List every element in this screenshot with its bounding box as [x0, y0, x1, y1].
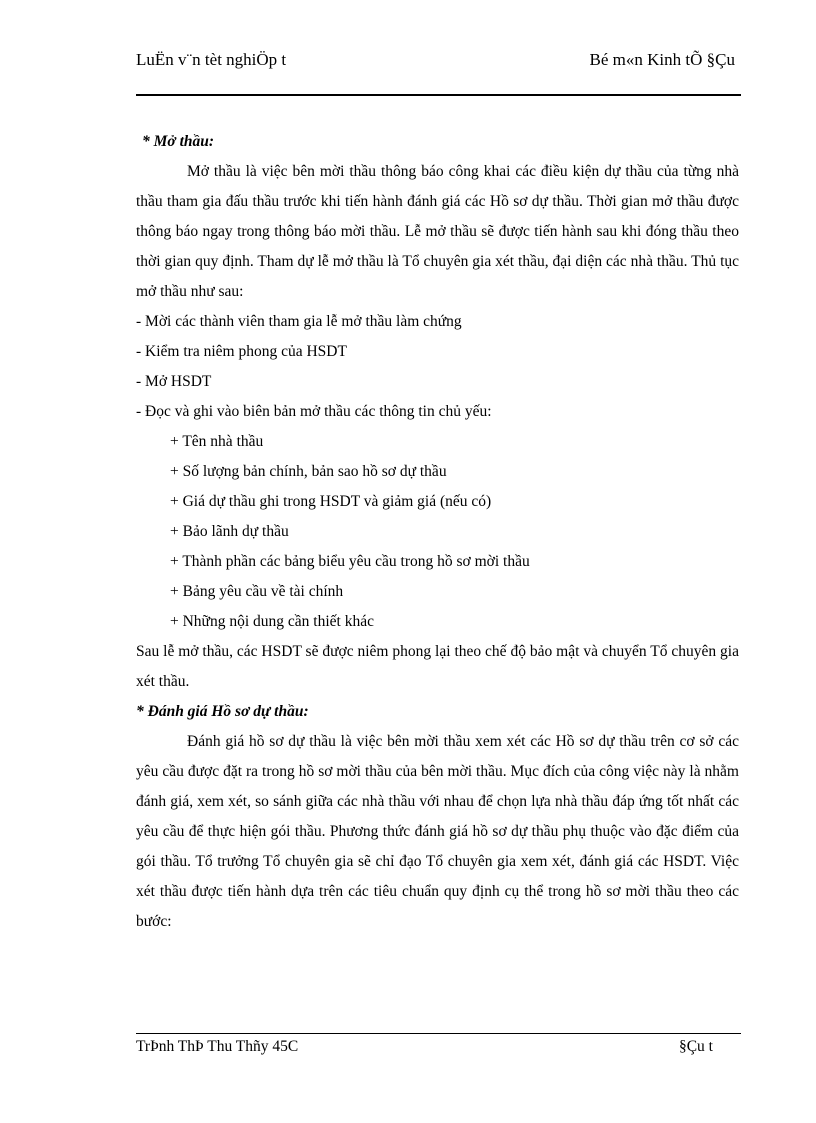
- header-right-text: Bé m«n Kinh tÕ §Çu: [589, 50, 735, 69]
- paragraph-mo-thau: Mở thầu là việc bên mời thầu thông báo công khai các điều kiện dự thầu của từng nhà thầu tham gia đấu thầu trước khi tiến hành đánh giá các Hồ sơ dự thầu. Thời gian mở thầu được thông báo ngay trong thông báo mời thầu. Lễ mở thầu sẽ được tiến hành sau khi đóng thầu theo thời gian quy định. Tham dự lễ mở thầu là Tổ chuyên gia xét thầu, đại diện các nhà thầu. Thủ tục mở thầu như sau:: [136, 163, 739, 300]
- document-body: [136, 127, 739, 937]
- step-item: - Kiểm tra niêm phong của HSDT: [136, 343, 347, 360]
- page-header: [136, 50, 741, 96]
- sub-item: + Giá dự thầu ghi trong HSDT và giảm giá (nếu có): [170, 493, 492, 510]
- page-footer: [136, 1033, 741, 1055]
- section-heading-mo-thau: * Mở thầu:: [142, 133, 215, 150]
- step-item: - Đọc và ghi vào biên bản mở thầu các thông tin chủ yếu:: [136, 403, 492, 420]
- footer-right-text: §Çu t: [678, 1038, 713, 1055]
- header-left-text: LuËn v¨n tèt nghiÖp t: [136, 50, 287, 69]
- step-item: - Mở HSDT: [136, 373, 212, 390]
- section-heading-danh-gia: * Đánh giá Hồ sơ dự thầu:: [136, 703, 309, 720]
- sub-item: + Thành phần các bảng biểu yêu cầu trong hồ sơ mời thầu: [170, 553, 530, 570]
- sub-item: + Những nội dung cần thiết khác: [170, 613, 374, 630]
- step-item: - Mời các thành viên tham gia lễ mở thầu làm chứng: [136, 313, 462, 330]
- sub-item: + Tên nhà thầu: [170, 433, 264, 450]
- sub-item: + Số lượng bản chính, bản sao hồ sơ dự thầu: [170, 463, 447, 480]
- footer-left-text: TrÞnh ThÞ Thu Thñy 45C: [136, 1038, 299, 1055]
- sub-item: + Bảng yêu cầu về tài chính: [170, 583, 344, 600]
- sub-item: + Bảo lãnh dự thầu: [170, 523, 289, 540]
- paragraph-danh-gia: Đánh giá hồ sơ dự thầu là việc bên mời thầu xem xét các Hồ sơ dự thầu trên cơ sở các yêu cầu được đặt ra trong hồ sơ mời thầu của bên mời thầu. Mục đích của công việc này là nhằm đánh giá, xem xét, so sánh giữa các nhà thầu với nhau để chọn lựa nhà thầu đáp ứng tốt nhất các yêu cầu để thực hiện gói thầu. Phương thức đánh giá hồ sơ dự thầu phụ thuộc vào đặc điểm của gói thầu. Tổ trưởng Tổ chuyên gia sẽ chỉ đạo Tổ chuyên gia xem xét, đánh giá các HSDT. Việc xét thầu được tiến hành dựa trên các tiêu chuẩn quy định cụ thể trong hồ sơ mời thầu theo các bước:: [136, 733, 739, 930]
- closing-paragraph: Sau lễ mở thầu, các HSDT sẽ được niêm phong lại theo chế độ bảo mật và chuyển Tổ chuyên gia xét thầu.: [136, 643, 739, 690]
